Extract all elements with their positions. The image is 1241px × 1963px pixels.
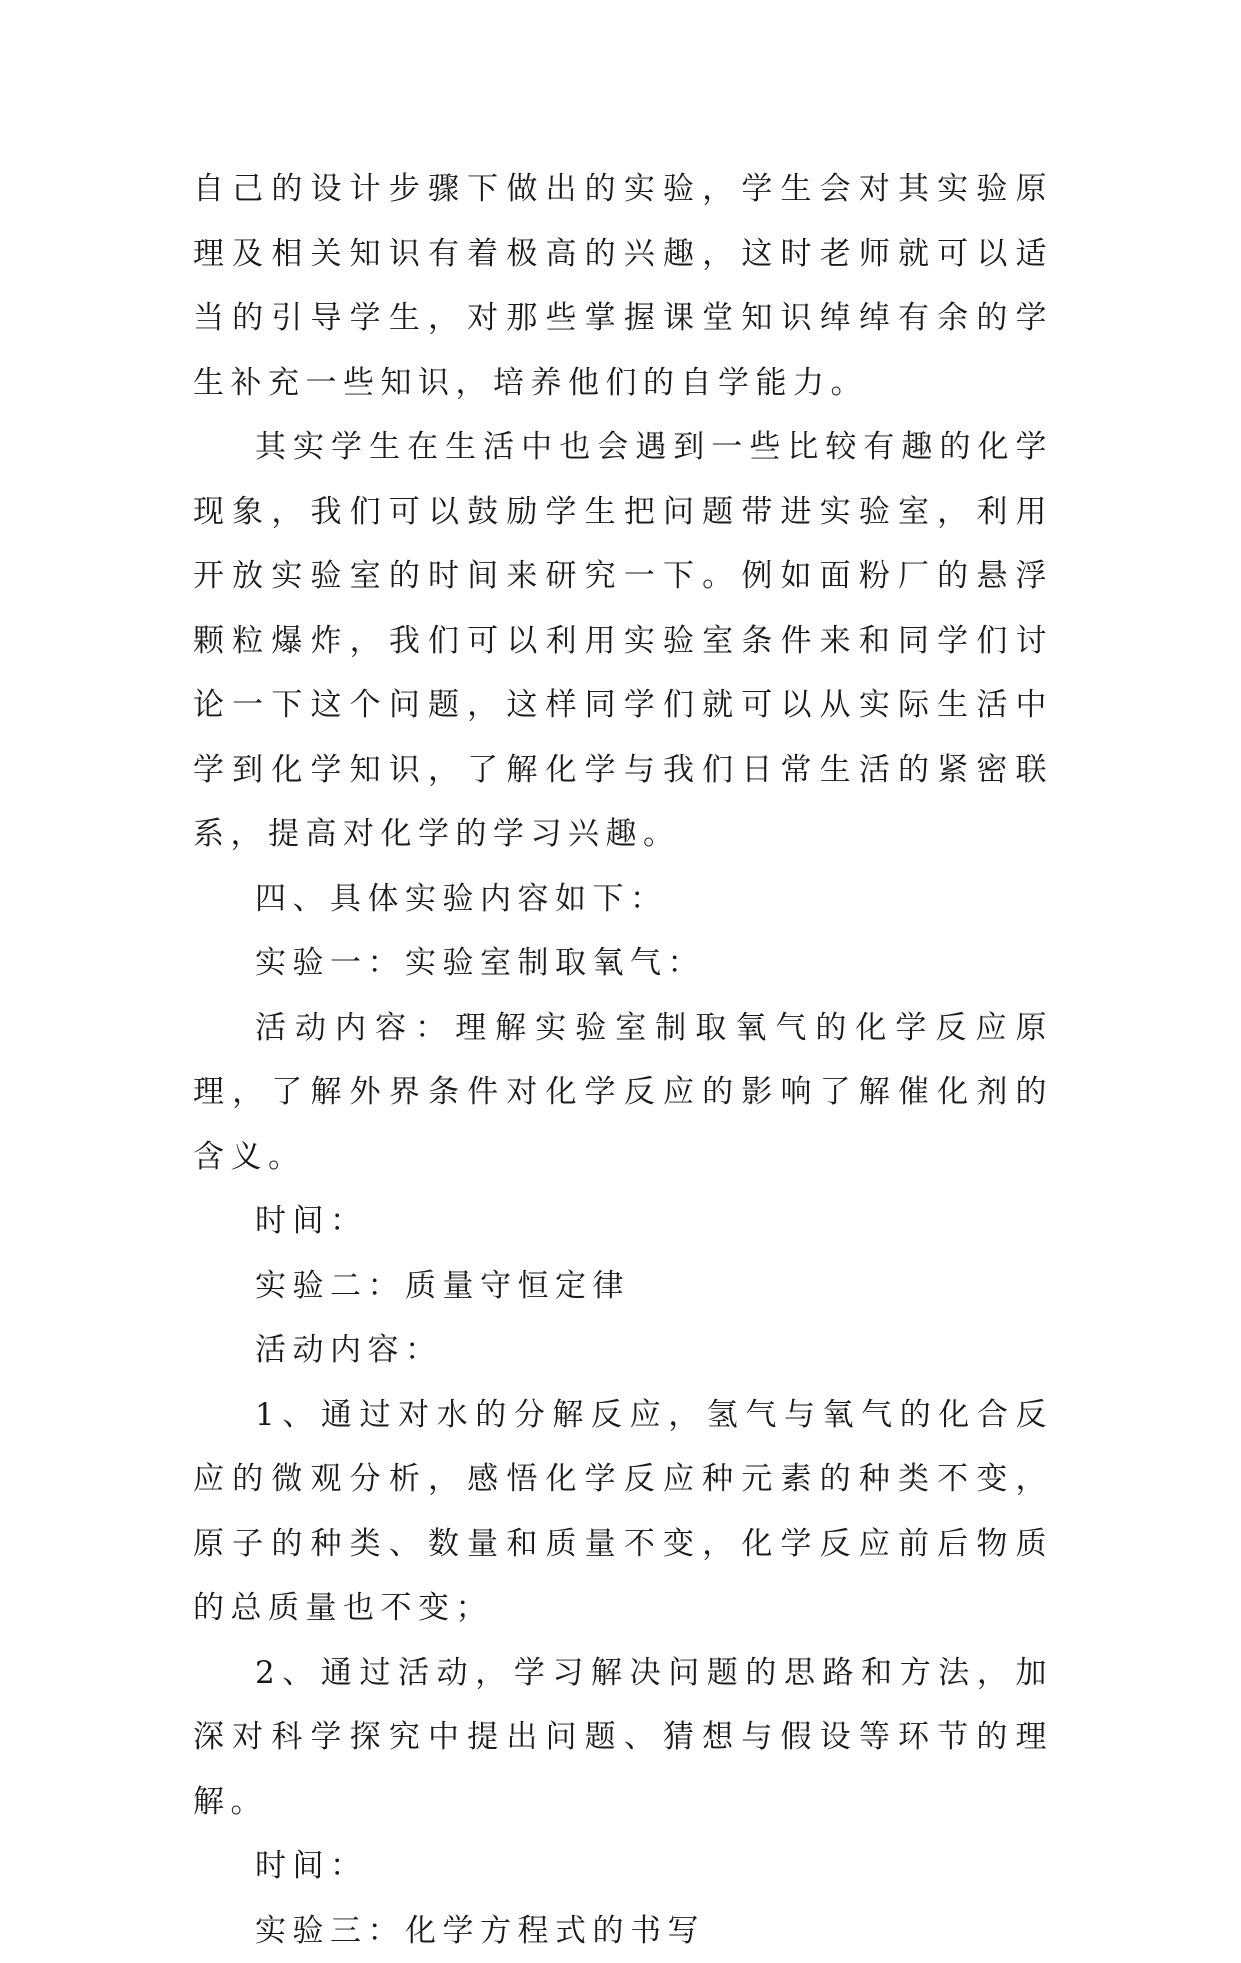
experiment-2-item-2: 2、通过活动，学习解决问题的思路和方法，加深对科学探究中提出问题、猜想与假设等环节的理解。 <box>193 1641 1053 1835</box>
experiment-1-time: 时间： <box>193 1189 1053 1254</box>
experiment-2-time: 时间： <box>193 1834 1053 1899</box>
paragraph-continuation: 自己的设计步骤下做出的实验，学生会对其实验原理及相关知识有着极高的兴趣，这时老师就可以适当的引导学生，对那些掌握课堂知识绰绰有余的学生补充一些知识，培养他们的自学能力。 <box>193 157 1053 415</box>
section-heading-experiments: 四、具体实验内容如下： <box>193 867 1053 932</box>
experiment-2-activity-label: 活动内容： <box>193 1318 1053 1383</box>
paragraph-life-phenomena: 其实学生在生活中也会遇到一些比较有趣的化学现象，我们可以鼓励学生把问题带进实验室，利用开放实验室的时间来研究一下。例如面粉厂的悬浮颗粒爆炸，我们可以利用实验室条件来和同学们讨论一下这个问题，这样同学们就可以从实际生活中学到化学知识，了解化学与我们日常生活的紧密联系，提高对化学的学习兴趣。 <box>193 415 1053 867</box>
experiment-2-item-1: 1、通过对水的分解反应，氢气与氧气的化合反应的微观分析，感悟化学反应种元素的种类不变，原子的种类、数量和质量不变，化学反应前后物质的总质量也不变； <box>193 1383 1053 1641</box>
experiment-3-title: 实验三：化学方程式的书写 <box>193 1899 1053 1963</box>
experiment-1-activity: 活动内容：理解实验室制取氧气的化学反应原理，了解外界条件对化学反应的影响了解催化剂的含义。 <box>193 996 1053 1190</box>
experiment-2-title: 实验二：质量守恒定律 <box>193 1254 1053 1319</box>
experiment-1-title: 实验一：实验室制取氧气： <box>193 931 1053 996</box>
document-body <box>193 157 1053 1963</box>
